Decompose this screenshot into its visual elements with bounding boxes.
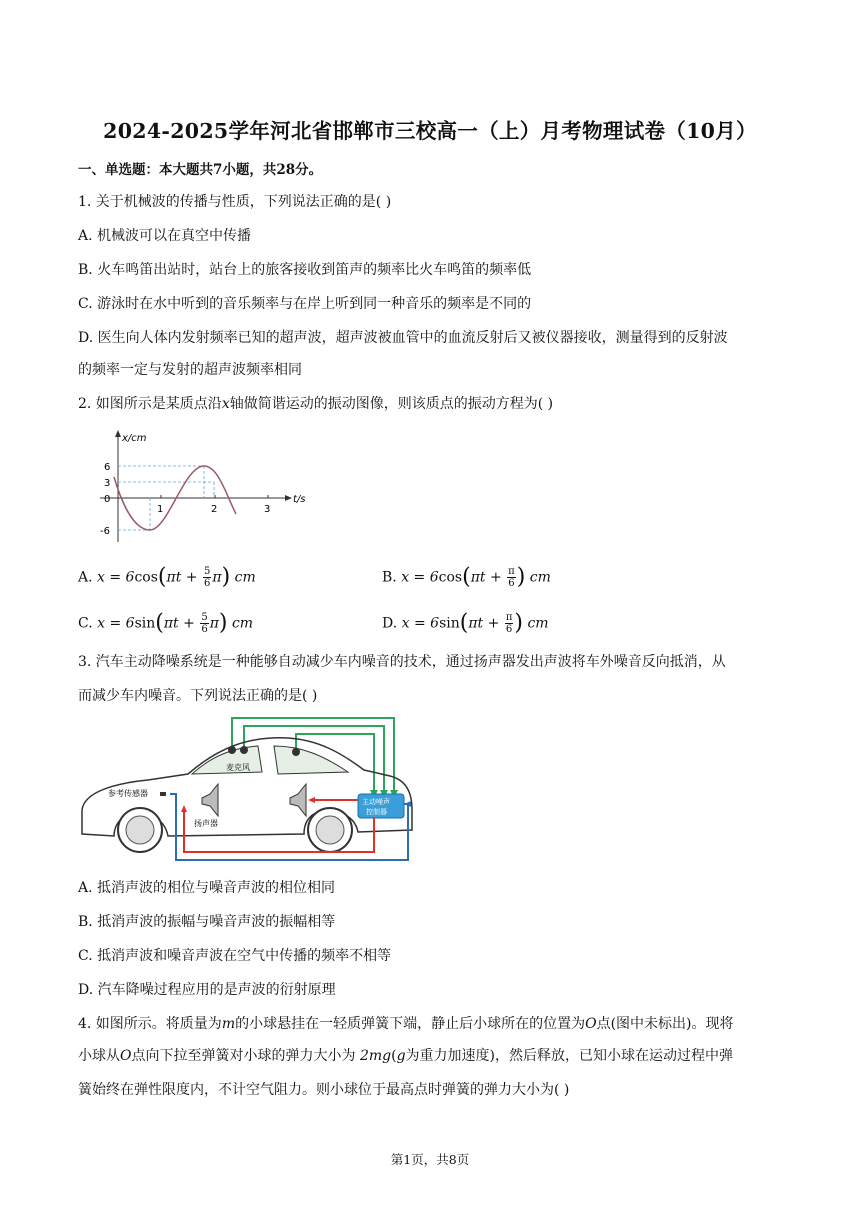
q2-option-c: C. x = 6sin(πt + $\frac{5}{6}$ π) cm bbox=[78, 610, 254, 636]
q3-label-controller-1: 主动噪声 bbox=[362, 798, 390, 806]
q2-graph-ytick-6: 6 bbox=[104, 462, 111, 473]
q3-label-mic: 麦克风 bbox=[226, 763, 250, 772]
q2-option-a: A. x = 6cos(πt + $\frac{5}{6}$ π) cm bbox=[78, 564, 256, 590]
q3-label-speaker: 扬声器 bbox=[194, 819, 218, 828]
q1-option-a: A. 机械波可以在真空中传播 bbox=[78, 228, 252, 244]
q4-line1: 4. 如图所示。将质量为m的小球悬挂在一轻质弹簧下端，静止后小球所在的位置为O点(图中未标出)。现将 bbox=[78, 1016, 734, 1032]
q2-graph-xtick-2: 2 bbox=[211, 504, 218, 515]
q1-option-c: C. 游泳时在水中听到的音乐频率与在岸上听到同一种音乐的频率是不同的 bbox=[78, 296, 532, 312]
page-title: 2024-2025学年河北省邯郸市三校高一（上）月考物理试卷（10月） bbox=[103, 119, 757, 143]
q3-label-controller-2: 控制器 bbox=[366, 808, 387, 816]
q2-option-d: D. x = 6sin(πt + $\frac{\pi}{6}$ ) cm bbox=[382, 610, 549, 636]
q4-line3: 簧始终在弹性限度内，不计空气阻力。则小球位于最高点时弹簧的弹力大小为( ) bbox=[78, 1082, 570, 1098]
q2-stem-var: x bbox=[221, 396, 230, 412]
q3-car-noise-diagram bbox=[78, 712, 418, 864]
q1-option-d-line2: 的频率一定与发射的超声波频率相同 bbox=[78, 362, 302, 378]
q1-option-d-line1: D. 医生向人体内发射频率已知的超声波，超声波被血管中的血流反射后又被仪器接收，测量得到的反射波 bbox=[78, 330, 728, 346]
q2-stem-pre: 2. 如图所示是某质点沿 bbox=[78, 396, 222, 412]
q3-label-sensor: 参考传感器 bbox=[108, 789, 148, 798]
q2-stem bbox=[78, 394, 553, 414]
q3-option-d: D. 汽车降噪过程应用的是声波的衍射原理 bbox=[78, 982, 336, 998]
q2-option-b: B. x = 6cos(πt + $\frac{\pi}{6}$ ) cm bbox=[382, 564, 551, 590]
section-heading: 一、单选题：本大题共7小题，共28分。 bbox=[78, 162, 323, 178]
q3-stem-line1: 3. 汽车主动降噪系统是一种能够自动减少车内噪音的技术，通过扬声器发出声波将车外噪音反向抵消，从 bbox=[78, 654, 726, 670]
q2-graph-ytick-3: 3 bbox=[104, 478, 111, 489]
q3-option-b: B. 抵消声波的振幅与噪音声波的振幅相等 bbox=[78, 914, 336, 930]
q2-graph-ylabel: x/cm bbox=[122, 433, 147, 444]
q2-stem-post: 轴做简谐运动的振动图像，则该质点的振动方程为( ) bbox=[229, 396, 554, 412]
q3-stem-line2: 而减少车内噪音。下列说法正确的是( ) bbox=[78, 688, 318, 704]
q2-graph-ytick-neg6: -6 bbox=[100, 526, 110, 537]
q1-option-b: B. 火车鸣笛出站时，站台上的旅客接收到笛声的频率比火车鸣笛的频率低 bbox=[78, 262, 532, 278]
q2-graph-xlabel: t/s bbox=[293, 494, 306, 505]
q2-graph-xtick-1: 1 bbox=[157, 504, 164, 515]
q1-stem: 1. 关于机械波的传播与性质，下列说法正确的是( ) bbox=[78, 194, 392, 210]
q2-graph-ytick-0: 0 bbox=[104, 494, 111, 505]
q4-line2: 小球从O点向下拉至弹簧对小球的弹力大小为 2mg(g为重力加速度)，然后释放，已知小球在运动过程中弹 bbox=[78, 1048, 733, 1064]
q2-graph-xtick-3: 3 bbox=[264, 504, 271, 515]
q3-option-a: A. 抵消声波的相位与噪音声波的相位相同 bbox=[78, 880, 336, 896]
page-footer: 第1页，共8页 bbox=[390, 1152, 470, 1167]
q3-option-c: C. 抵消声波和噪音声波在空气中传播的频率不相等 bbox=[78, 948, 392, 964]
q2-vibration-graph bbox=[86, 426, 316, 546]
